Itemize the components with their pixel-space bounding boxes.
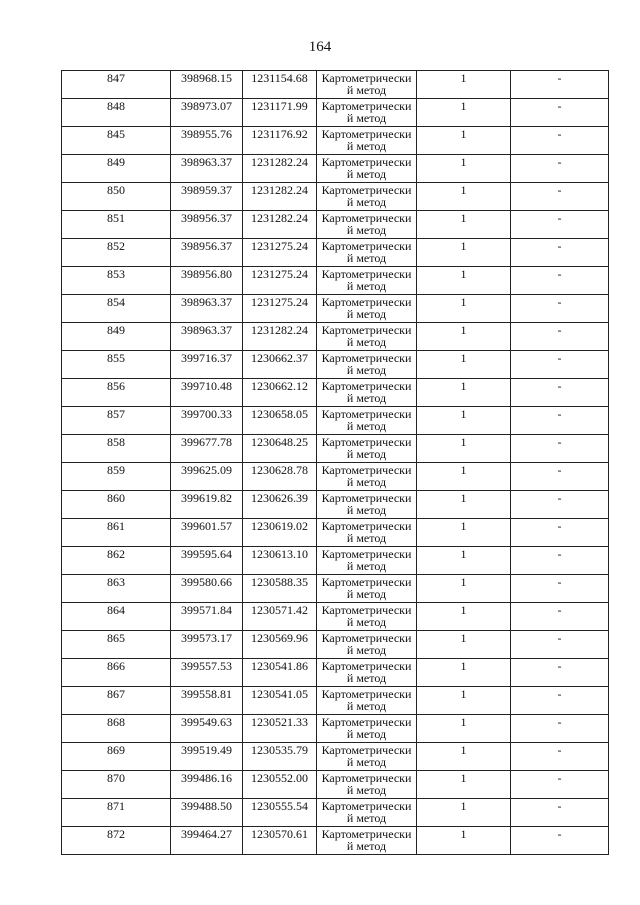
method-cell <box>317 687 417 715</box>
note-cell: - <box>511 799 609 827</box>
method-text-line-1: Картометрически <box>321 71 412 85</box>
x-coordinate-cell: 399549.63 <box>171 715 243 743</box>
method-text-line-2: й метод <box>346 251 387 265</box>
accuracy-cell: 1 <box>417 379 511 407</box>
note-cell: - <box>511 379 609 407</box>
method-text-line-2: й метод <box>346 839 387 853</box>
table-row <box>62 155 609 183</box>
accuracy-cell: 1 <box>417 407 511 435</box>
table-body <box>62 71 609 855</box>
method-cell <box>317 715 417 743</box>
x-coordinate-cell: 399571.84 <box>171 603 243 631</box>
point-number-cell: 858 <box>62 435 171 463</box>
method-text-line-2: й метод <box>346 223 387 237</box>
point-number-cell: 850 <box>62 183 171 211</box>
y-coordinate-cell: 1230555.54 <box>243 799 317 827</box>
table-row <box>62 519 609 547</box>
note-cell: - <box>511 519 609 547</box>
method-text-line-1: Картометрически <box>321 827 412 841</box>
method-text-line-1: Картометрически <box>321 267 412 281</box>
method-cell <box>317 155 417 183</box>
accuracy-cell: 1 <box>417 715 511 743</box>
x-coordinate-cell: 398963.37 <box>171 323 243 351</box>
accuracy-cell: 1 <box>417 99 511 127</box>
method-text-line-2: й метод <box>346 643 387 657</box>
note-cell: - <box>511 323 609 351</box>
x-coordinate-cell: 399573.17 <box>171 631 243 659</box>
method-cell <box>317 211 417 239</box>
note-cell: - <box>511 827 609 855</box>
method-cell <box>317 379 417 407</box>
method-cell <box>317 603 417 631</box>
table-row <box>62 323 609 351</box>
method-cell <box>317 435 417 463</box>
method-text-line-2: й метод <box>346 699 387 713</box>
method-text-line-2: й метод <box>346 391 387 405</box>
note-cell: - <box>511 351 609 379</box>
point-number-cell: 863 <box>62 575 171 603</box>
method-text-line-1: Картометрически <box>321 323 412 337</box>
method-cell <box>317 295 417 323</box>
point-number-cell: 859 <box>62 463 171 491</box>
accuracy-cell: 1 <box>417 295 511 323</box>
accuracy-cell: 1 <box>417 239 511 267</box>
method-text-line-2: й метод <box>346 587 387 601</box>
method-text-line-1: Картометрически <box>321 379 412 393</box>
point-number-cell: 862 <box>62 547 171 575</box>
note-cell: - <box>511 99 609 127</box>
y-coordinate-cell: 1230662.12 <box>243 379 317 407</box>
x-coordinate-cell: 399488.50 <box>171 799 243 827</box>
method-text-line-1: Картометрически <box>321 183 412 197</box>
point-number-cell: 869 <box>62 743 171 771</box>
method-cell <box>317 267 417 295</box>
method-cell <box>317 771 417 799</box>
x-coordinate-cell: 399558.81 <box>171 687 243 715</box>
accuracy-cell: 1 <box>417 603 511 631</box>
table-row <box>62 407 609 435</box>
y-coordinate-cell: 1230619.02 <box>243 519 317 547</box>
y-coordinate-cell: 1230658.05 <box>243 407 317 435</box>
x-coordinate-cell: 398973.07 <box>171 99 243 127</box>
y-coordinate-cell: 1230521.33 <box>243 715 317 743</box>
x-coordinate-cell: 398955.76 <box>171 127 243 155</box>
method-cell <box>317 799 417 827</box>
method-text-line-2: й метод <box>346 615 387 629</box>
coordinates-table <box>61 70 609 855</box>
method-text-line-2: й метод <box>346 279 387 293</box>
x-coordinate-cell: 399519.49 <box>171 743 243 771</box>
method-cell <box>317 463 417 491</box>
method-text-line-2: й метод <box>346 447 387 461</box>
method-text-line-2: й метод <box>346 83 387 97</box>
method-text-line-1: Картометрически <box>321 603 412 617</box>
method-cell <box>317 71 417 99</box>
method-cell <box>317 659 417 687</box>
y-coordinate-cell: 1230613.10 <box>243 547 317 575</box>
method-text-line-1: Картометрически <box>321 743 412 757</box>
x-coordinate-cell: 399486.16 <box>171 771 243 799</box>
y-coordinate-cell: 1230588.35 <box>243 575 317 603</box>
method-cell <box>317 519 417 547</box>
point-number-cell: 856 <box>62 379 171 407</box>
accuracy-cell: 1 <box>417 687 511 715</box>
x-coordinate-cell: 399557.53 <box>171 659 243 687</box>
method-text-line-2: й метод <box>346 111 387 125</box>
accuracy-cell: 1 <box>417 127 511 155</box>
method-cell <box>317 827 417 855</box>
accuracy-cell: 1 <box>417 267 511 295</box>
point-number-cell: 847 <box>62 71 171 99</box>
y-coordinate-cell: 1230570.61 <box>243 827 317 855</box>
x-coordinate-cell: 399595.64 <box>171 547 243 575</box>
x-coordinate-cell: 398956.37 <box>171 239 243 267</box>
method-text-line-1: Картометрически <box>321 211 412 225</box>
method-cell <box>317 743 417 771</box>
table-row <box>62 295 609 323</box>
table-row <box>62 631 609 659</box>
point-number-cell: 855 <box>62 351 171 379</box>
method-text-line-1: Картометрически <box>321 127 412 141</box>
table-row <box>62 183 609 211</box>
y-coordinate-cell: 1231275.24 <box>243 239 317 267</box>
accuracy-cell: 1 <box>417 491 511 519</box>
method-text-line-1: Картометрически <box>321 99 412 113</box>
method-text-line-2: й метод <box>346 811 387 825</box>
y-coordinate-cell: 1231275.24 <box>243 267 317 295</box>
method-text-line-1: Картометрически <box>321 799 412 813</box>
point-number-cell: 852 <box>62 239 171 267</box>
table-row <box>62 603 609 631</box>
table-row <box>62 239 609 267</box>
method-text-line-1: Картометрически <box>321 155 412 169</box>
method-text-line-1: Картометрически <box>321 351 412 365</box>
note-cell: - <box>511 239 609 267</box>
method-text-line-1: Картометрически <box>321 659 412 673</box>
accuracy-cell: 1 <box>417 211 511 239</box>
x-coordinate-cell: 398959.37 <box>171 183 243 211</box>
table-row <box>62 575 609 603</box>
method-cell <box>317 323 417 351</box>
method-text-line-1: Картометрически <box>321 771 412 785</box>
table-row <box>62 211 609 239</box>
y-coordinate-cell: 1230569.96 <box>243 631 317 659</box>
y-coordinate-cell: 1230662.37 <box>243 351 317 379</box>
table-row <box>62 799 609 827</box>
accuracy-cell: 1 <box>417 575 511 603</box>
y-coordinate-cell: 1231282.24 <box>243 211 317 239</box>
method-text-line-2: й метод <box>346 335 387 349</box>
point-number-cell: 870 <box>62 771 171 799</box>
method-text-line-1: Картометрически <box>321 687 412 701</box>
table-row <box>62 659 609 687</box>
note-cell: - <box>511 211 609 239</box>
y-coordinate-cell: 1230571.42 <box>243 603 317 631</box>
note-cell: - <box>511 71 609 99</box>
y-coordinate-cell: 1231171.99 <box>243 99 317 127</box>
x-coordinate-cell: 399625.09 <box>171 463 243 491</box>
y-coordinate-cell: 1230648.25 <box>243 435 317 463</box>
y-coordinate-cell: 1231282.24 <box>243 183 317 211</box>
method-text-line-1: Картометрически <box>321 547 412 561</box>
table-row <box>62 687 609 715</box>
method-text-line-2: й метод <box>346 559 387 573</box>
method-cell <box>317 239 417 267</box>
x-coordinate-cell: 398956.37 <box>171 211 243 239</box>
note-cell: - <box>511 771 609 799</box>
table-row <box>62 71 609 99</box>
point-number-cell: 857 <box>62 407 171 435</box>
accuracy-cell: 1 <box>417 547 511 575</box>
note-cell: - <box>511 687 609 715</box>
table-row <box>62 715 609 743</box>
point-number-cell: 867 <box>62 687 171 715</box>
point-number-cell: 853 <box>62 267 171 295</box>
x-coordinate-cell: 398956.80 <box>171 267 243 295</box>
accuracy-cell: 1 <box>417 183 511 211</box>
point-number-cell: 864 <box>62 603 171 631</box>
y-coordinate-cell: 1230552.00 <box>243 771 317 799</box>
method-text-line-2: й метод <box>346 783 387 797</box>
note-cell: - <box>511 267 609 295</box>
x-coordinate-cell: 399601.57 <box>171 519 243 547</box>
note-cell: - <box>511 631 609 659</box>
method-text-line-2: й метод <box>346 755 387 769</box>
method-text-line-2: й метод <box>346 307 387 321</box>
note-cell: - <box>511 127 609 155</box>
accuracy-cell: 1 <box>417 435 511 463</box>
note-cell: - <box>511 295 609 323</box>
method-text-line-2: й метод <box>346 531 387 545</box>
y-coordinate-cell: 1230628.78 <box>243 463 317 491</box>
point-number-cell: 860 <box>62 491 171 519</box>
method-text-line-1: Картометрически <box>321 519 412 533</box>
note-cell: - <box>511 547 609 575</box>
y-coordinate-cell: 1231282.24 <box>243 155 317 183</box>
note-cell: - <box>511 407 609 435</box>
method-cell <box>317 491 417 519</box>
y-coordinate-cell: 1230541.05 <box>243 687 317 715</box>
note-cell: - <box>511 715 609 743</box>
accuracy-cell: 1 <box>417 771 511 799</box>
point-number-cell: 868 <box>62 715 171 743</box>
point-number-cell: 861 <box>62 519 171 547</box>
method-text-line-1: Картометрически <box>321 575 412 589</box>
method-text-line-1: Картометрически <box>321 463 412 477</box>
table-row <box>62 127 609 155</box>
point-number-cell: 845 <box>62 127 171 155</box>
method-cell <box>317 351 417 379</box>
table-row <box>62 491 609 519</box>
method-text-line-2: й метод <box>346 503 387 517</box>
method-text-line-2: й метод <box>346 167 387 181</box>
table-row <box>62 99 609 127</box>
note-cell: - <box>511 491 609 519</box>
y-coordinate-cell: 1231176.92 <box>243 127 317 155</box>
accuracy-cell: 1 <box>417 463 511 491</box>
method-cell <box>317 99 417 127</box>
x-coordinate-cell: 398963.37 <box>171 155 243 183</box>
method-text-line-2: й метод <box>346 419 387 433</box>
method-cell <box>317 127 417 155</box>
y-coordinate-cell: 1230535.79 <box>243 743 317 771</box>
method-text-line-1: Картометрически <box>321 491 412 505</box>
method-text-line-2: й метод <box>346 671 387 685</box>
method-text-line-1: Картометрически <box>321 715 412 729</box>
point-number-cell: 851 <box>62 211 171 239</box>
table-row <box>62 351 609 379</box>
table-row <box>62 463 609 491</box>
method-text-line-2: й метод <box>346 139 387 153</box>
note-cell: - <box>511 659 609 687</box>
x-coordinate-cell: 398968.15 <box>171 71 243 99</box>
accuracy-cell: 1 <box>417 71 511 99</box>
point-number-cell: 872 <box>62 827 171 855</box>
point-number-cell: 849 <box>62 323 171 351</box>
accuracy-cell: 1 <box>417 323 511 351</box>
page-number: 164 <box>308 39 332 55</box>
x-coordinate-cell: 399700.33 <box>171 407 243 435</box>
accuracy-cell: 1 <box>417 659 511 687</box>
accuracy-cell: 1 <box>417 519 511 547</box>
accuracy-cell: 1 <box>417 827 511 855</box>
method-text-line-2: й метод <box>346 363 387 377</box>
point-number-cell: 854 <box>62 295 171 323</box>
table-row <box>62 547 609 575</box>
method-text-line-1: Картометрически <box>321 407 412 421</box>
table-row <box>62 267 609 295</box>
x-coordinate-cell: 399677.78 <box>171 435 243 463</box>
accuracy-cell: 1 <box>417 799 511 827</box>
point-number-cell: 866 <box>62 659 171 687</box>
method-cell <box>317 547 417 575</box>
method-cell <box>317 575 417 603</box>
point-number-cell: 849 <box>62 155 171 183</box>
accuracy-cell: 1 <box>417 743 511 771</box>
note-cell: - <box>511 575 609 603</box>
method-text-line-2: й метод <box>346 727 387 741</box>
point-number-cell: 865 <box>62 631 171 659</box>
method-cell <box>317 631 417 659</box>
method-text-line-1: Картометрически <box>321 239 412 253</box>
method-text-line-1: Картометрически <box>321 435 412 449</box>
y-coordinate-cell: 1231154.68 <box>243 71 317 99</box>
note-cell: - <box>511 743 609 771</box>
table-row <box>62 743 609 771</box>
x-coordinate-cell: 399580.66 <box>171 575 243 603</box>
method-cell <box>317 407 417 435</box>
method-text-line-1: Картометрически <box>321 295 412 309</box>
note-cell: - <box>511 603 609 631</box>
point-number-cell: 871 <box>62 799 171 827</box>
note-cell: - <box>511 435 609 463</box>
table-row <box>62 379 609 407</box>
method-text-line-2: й метод <box>346 475 387 489</box>
accuracy-cell: 1 <box>417 631 511 659</box>
x-coordinate-cell: 399464.27 <box>171 827 243 855</box>
method-text-line-1: Картометрически <box>321 631 412 645</box>
point-number-cell: 848 <box>62 99 171 127</box>
y-coordinate-cell: 1231282.24 <box>243 323 317 351</box>
note-cell: - <box>511 183 609 211</box>
y-coordinate-cell: 1230541.86 <box>243 659 317 687</box>
y-coordinate-cell: 1230626.39 <box>243 491 317 519</box>
x-coordinate-cell: 399619.82 <box>171 491 243 519</box>
x-coordinate-cell: 399710.48 <box>171 379 243 407</box>
table-row <box>62 827 609 855</box>
table-row <box>62 771 609 799</box>
y-coordinate-cell: 1231275.24 <box>243 295 317 323</box>
method-cell <box>317 183 417 211</box>
x-coordinate-cell: 399716.37 <box>171 351 243 379</box>
table-row <box>62 435 609 463</box>
x-coordinate-cell: 398963.37 <box>171 295 243 323</box>
accuracy-cell: 1 <box>417 155 511 183</box>
note-cell: - <box>511 463 609 491</box>
accuracy-cell: 1 <box>417 351 511 379</box>
method-text-line-2: й метод <box>346 195 387 209</box>
note-cell: - <box>511 155 609 183</box>
